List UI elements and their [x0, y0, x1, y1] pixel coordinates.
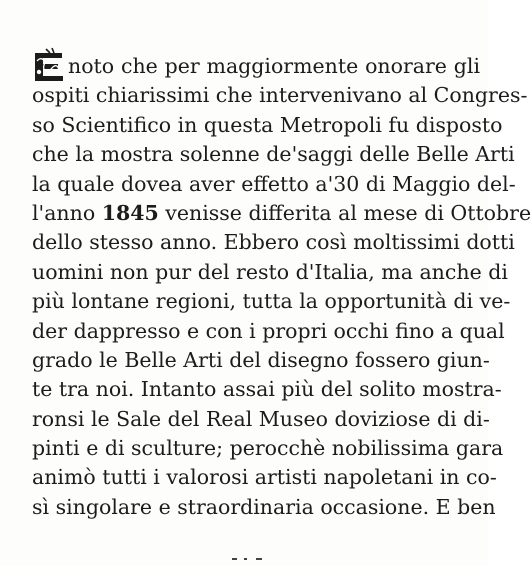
text-line-6-end: venisse differita al mese di Ottobre	[165, 200, 531, 225]
page-edge-marks	[230, 556, 270, 562]
text-line-6-start: l'anno	[32, 200, 96, 225]
text-line-3: so Scientifico in questa Metropoli fu disposto	[32, 112, 503, 137]
text-line-15: animò tutti i valorosi artisti napoletani in co-	[32, 465, 497, 490]
text-line-6	[32, 199, 531, 228]
text-line-7: dello stesso anno. Ebbero così moltissimi dotti	[32, 230, 515, 255]
text-line-11: grado le Belle Arti del disegno fossero giun-	[32, 347, 490, 372]
text-line-2: ospiti chiarissimi che intervenivano al Congres-	[32, 83, 528, 108]
year-1845: 1845	[101, 200, 159, 225]
text-line-8: uomini non pur del resto d'Italia, ma anche di	[32, 259, 508, 284]
text-line-13: ronsi le Sale del Real Museo doviziose di di-	[32, 406, 490, 431]
text-line-16: sì singolare e straordinaria occasione. E ben	[32, 494, 496, 519]
text-line-1: noto che per maggiormente onorare gli	[68, 54, 480, 78]
text-line-14: pinti e di sculture; perocchè nobilissima gara	[32, 436, 504, 461]
text-line-10: der dappresso e con i propri occhi fino a qual	[32, 318, 505, 343]
text-line-12: te tra noi. Intanto assai più del solito mostra-	[32, 377, 502, 402]
text-line-4: che la mostra solenne de'saggi delle Belle Arti	[32, 142, 515, 167]
text-line-5: la quale dovea aver effetto a'30 di Maggio del-	[32, 171, 516, 196]
body-text	[32, 52, 531, 522]
text-line-9: più lontane regioni, tutta la opportunità di ve-	[32, 289, 511, 314]
